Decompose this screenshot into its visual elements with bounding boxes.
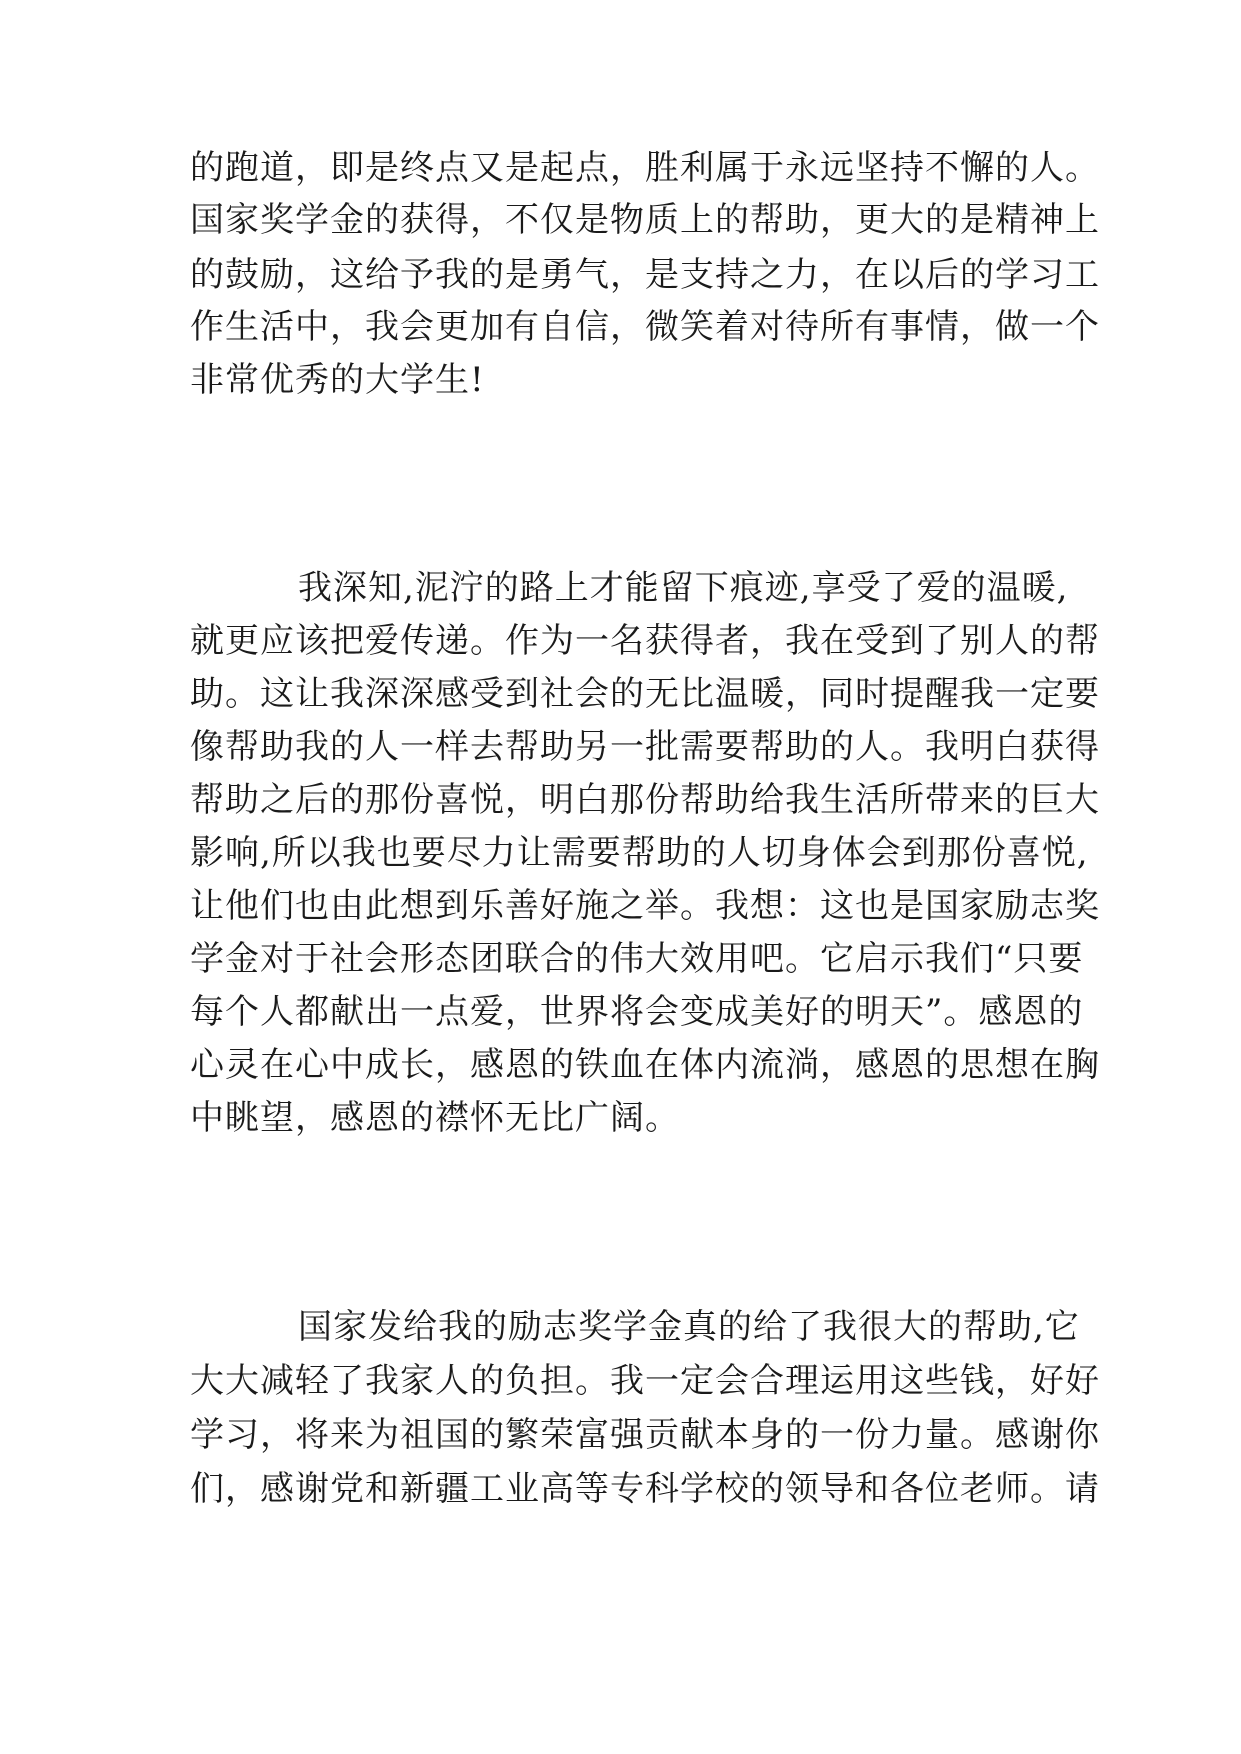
paragraph-1-line-5: 非常优秀的大学生!: [190, 360, 485, 400]
paragraph-2-line-10: 心灵在心中成长，感恩的铁血在体内流淌，感恩的思想在胸: [190, 1045, 1100, 1085]
paragraph-1-line-1: 的跑道，即是终点又是起点，胜利属于永远坚持不懈的人。: [190, 148, 1100, 188]
paragraph-1-line-2: 国家奖学金的获得，不仅是物质上的帮助，更大的是精神上: [190, 200, 1100, 240]
paragraph-2-line-9: 每个人都献出一点爱，世界将会变成美好的明天”。感恩的: [190, 992, 1084, 1032]
paragraph-2-line-7: 让他们也由此想到乐善好施之举。我想：这也是国家励志奖: [190, 886, 1100, 926]
paragraph-2-line-11: 中眺望，感恩的襟怀无比广阔。: [190, 1098, 680, 1138]
paragraph-2-line-3: 助。这让我深深感受到社会的无比温暖，同时提醒我一定要: [190, 674, 1100, 714]
paragraph-2-line-1: 我深知,泥泞的路上才能留下痕迹,享受了爱的温暖,: [298, 568, 1069, 608]
paragraph-3-line-2: 大大减轻了我家人的负担。我一定会合理运用这些钱，好好: [190, 1361, 1100, 1401]
paragraph-2-line-2: 就更应该把爱传递。作为一名获得者，我在受到了别人的帮: [190, 621, 1100, 661]
paragraph-2-line-4: 像帮助我的人一样去帮助另一批需要帮助的人。我明白获得: [190, 727, 1100, 767]
paragraph-1-line-4: 作生活中，我会更加有自信，微笑着对待所有事情，做一个: [190, 307, 1100, 347]
paragraph-2-line-8: 学金对于社会形态团联合的伟大效用吧。它启示我们“只要: [190, 939, 1084, 979]
paragraph-3-line-3: 学习，将来为祖国的繁荣富强贡献本身的一份力量。感谢你: [190, 1415, 1100, 1455]
paragraph-2-line-5: 帮助之后的那份喜悦，明白那份帮助给我生活所带来的巨大: [190, 780, 1100, 820]
paragraph-3-line-1: 国家发给我的励志奖学金真的给了我很大的帮助,它: [298, 1307, 1080, 1347]
paragraph-3-line-4: 们，感谢党和新疆工业高等专科学校的领导和各位老师。请: [190, 1469, 1100, 1509]
paragraph-2-line-6: 影响,所以我也要尽力让需要帮助的人切身体会到那份喜悦,: [190, 833, 1089, 873]
paragraph-1-line-3: 的鼓励，这给予我的是勇气，是支持之力，在以后的学习工: [190, 255, 1100, 295]
